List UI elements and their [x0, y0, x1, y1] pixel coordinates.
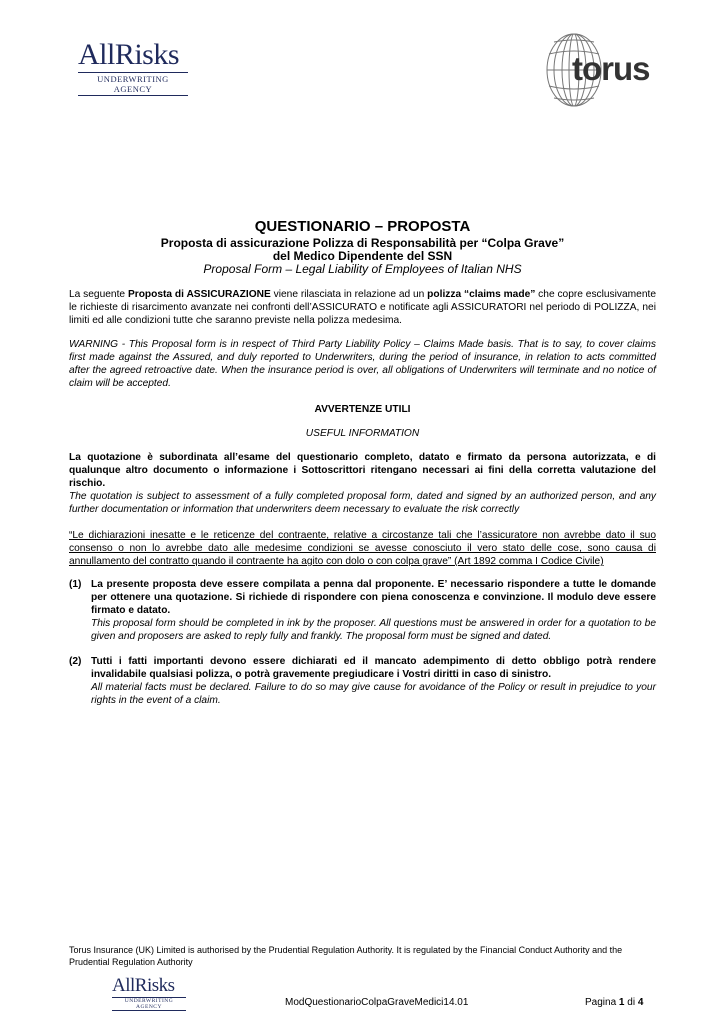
- item-english-text: All material facts must be declared. Failure to do so may give cause for avoidance of the Policy or result in prejudice to your rights in the event of a claim.: [91, 682, 656, 706]
- list-item: [91, 578, 656, 643]
- item-number: (1): [69, 579, 82, 590]
- civil-code-quote: “Le dichiarazioni inesatte e le reticenze del contraente, relative a circostanze tali che l’assicuratore non avrebbe dato il suo consenso o non lo avrebbe dato alle medesime condizioni se avesse conosciuto il vero stato delle cose, sono causa di annullamento del contratto quando il contraente ha agito con dolo o con colpa grave” (Art 1892 comma I Codice Civile): [69, 530, 656, 567]
- quotation-english: The quotation is subject to assessment of a fully completed proposal form, dated and signed by an authorized person, and any further documentation or information that underwriters deem necessary to evaluate the risk correctly: [69, 491, 656, 515]
- item-italian-text: Tutti i fatti importanti devono essere dichiarati ed il mancato adempimento di detto obbligo potrà rendere invalidabile qualsiasi polizza, o potrà gravemente pregiudicare i Vostri diritti in caso di sinistro.: [91, 656, 656, 680]
- footer-allrisks-logo: [112, 976, 188, 1011]
- subtitle-line-1: Proposta di assicurazione Polizza di Responsabilità per “Colpa Grave”: [160, 236, 565, 250]
- quotation-italian: La quotazione è subordinata all’esame del questionario completo, datato e firmato da persona autorizzata, e di qualunque altro documento o informazione i Sottoscrittori ritengano necessari ai fini della corretta valutazione del rischio.: [69, 452, 656, 489]
- footer-regulation-note: Torus Insurance (UK) Limited is authorised by the Prudential Regulation Authority. It is regulated by the Financial Conduct Authority and the Prudential Regulation Authority: [69, 945, 623, 967]
- avvertenze-heading: AVVERTENZE UTILI: [314, 404, 411, 415]
- allrisks-logo-word: AllRisks: [78, 38, 180, 71]
- warning-paragraph: WARNING - This Proposal form is in respect of Third Party Liability Policy – Claims Made basis. That is to say, to cover claims first made against the Assured, and duly reported to Underwriters, during the period of insurance, in relation to acts committed after the agreed retroactive date. When the insurance period is over, all obligations of Underwriters will terminate and no notice of claim will be accepted.: [69, 339, 656, 389]
- allrisks-logo-subtitle: UNDERWRITING AGENCY: [78, 72, 188, 96]
- useful-information-heading: USEFUL INFORMATION: [305, 428, 420, 439]
- torus-logo: [544, 30, 659, 110]
- subtitle-english: Proposal Form – Legal Liability of Employees of Italian NHS: [203, 262, 522, 276]
- subtitle-line-2: del Medico Dipendente del SSN: [272, 249, 453, 263]
- footer-filename: ModQuestionarioColpaGraveMedici14.01: [285, 997, 469, 1008]
- allrisks-logo: [78, 38, 190, 94]
- item-number: (2): [69, 656, 82, 667]
- intro-paragraph: La seguente Proposta di ASSICURAZIONE viene rilasciata in relazione ad un polizza “claims made” che copre esclusivamente le richieste di risarcimento avanzate nei confronti dell’ASSICURATO e notificate agli ASSICURATORI nel periodo di POLIZZA, nei limiti ed alle condizioni tutte che saranno previste nella polizza medesima.: [69, 289, 656, 326]
- torus-logo-word: torus: [572, 50, 650, 87]
- footer-logo-subtitle: UNDERWRITING AGENCY: [112, 997, 186, 1011]
- page-title: QUESTIONARIO – PROPOSTA: [254, 218, 471, 235]
- footer-logo-word: AllRisks: [112, 975, 175, 996]
- page-number: Pagina 1 di 4: [585, 997, 644, 1008]
- list-item: [91, 655, 656, 707]
- item-italian-text: La presente proposta deve essere compilata a penna dal proponente. E’ necessario rispondere a tutte le domande per ottenere una quotazione. Si richiede di rispondere con piena conoscenza e convinzione. Il modulo deve essere firmato e datato.: [91, 579, 656, 616]
- item-english-text: This proposal form should be completed in ink by the proposer. All questions must be answered in order for a quotation to be given and proposers are asked to reply fully and frankly. The proposal form must be signed and dated.: [91, 618, 656, 642]
